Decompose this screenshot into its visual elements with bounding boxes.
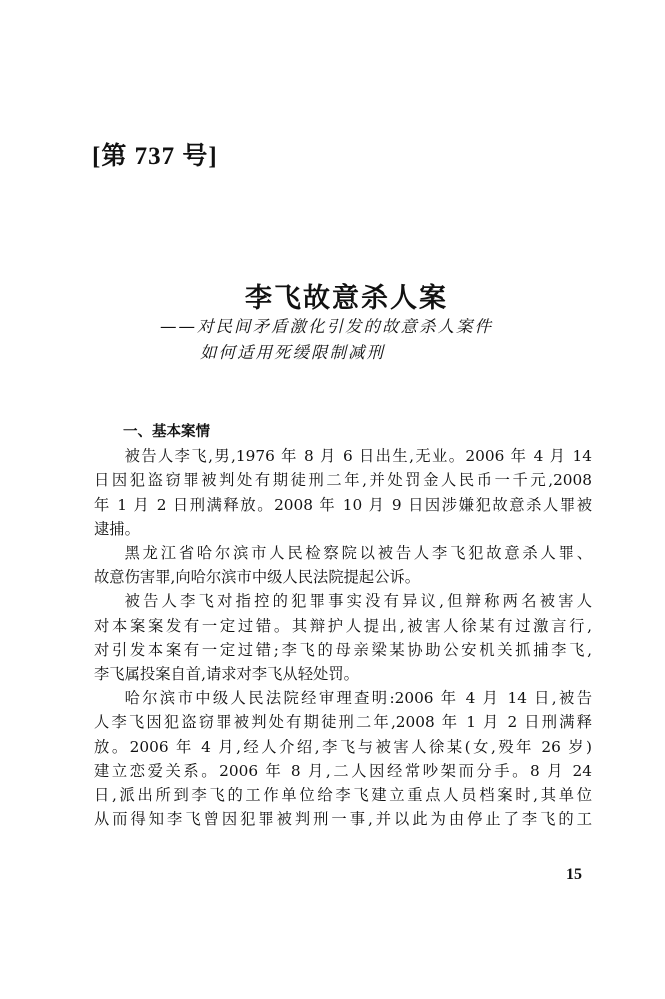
- body-line: 对引发本案有一定过错;李飞的母亲梁某协助公安机关抓捕李飞,: [94, 640, 592, 659]
- subtitle-line-2: 如何适用死缓限制减刑: [200, 343, 385, 362]
- body-line: 李飞属投案自首,请求对李飞从轻处罚。: [94, 665, 359, 684]
- page-number: 15: [566, 866, 582, 883]
- body-line: 年 1 月 2 日刑满释放。2008 年 10 月 9 日因涉嫌犯故意杀人罪被: [94, 495, 592, 514]
- body-line: 逮捕。: [94, 519, 140, 538]
- case-title: 李飞故意杀人案: [245, 283, 448, 314]
- body-line: 建立恋爱关系。2006 年 8 月,二人因经常吵架而分手。8 月 24: [94, 761, 592, 780]
- case-number: [第 737 号]: [92, 143, 218, 170]
- body-lines: [94, 444, 592, 831]
- body-line: 对本案案发有一定过错。其辩护人提出,被害人徐某有过激言行,: [94, 616, 592, 635]
- body-line: 日因犯盗窃罪被判处有期徒刑二年,并处罚金人民币一千元,2008: [94, 471, 592, 490]
- body-line: 日,派出所到李飞的工作单位给李飞建立重点人员档案时,其单位: [94, 786, 592, 805]
- body-line: 故意伤害罪,向哈尔滨市中级人民法院提起公诉。: [94, 568, 421, 587]
- subtitle-line-1: ——对民间矛盾激化引发的故意杀人案件: [160, 317, 493, 336]
- body-text: [94, 420, 592, 831]
- body-line: 放。2006 年 4 月,经人介绍,李飞与被害人徐某(女,殁年 26 岁): [94, 737, 592, 756]
- section-heading: 一、基本案情: [123, 424, 210, 440]
- body-line: 人李飞因犯盗窃罪被判处有期徒刑二年,2008 年 1 月 2 日刑满释: [94, 713, 592, 732]
- body-line: 黑龙江省哈尔滨市人民检察院以被告人李飞犯故意杀人罪、: [124, 544, 592, 563]
- body-line: 从而得知李飞曾因犯罪被判刑一事,并以此为由停止了李飞的工: [94, 810, 592, 829]
- body-line: 被告人李飞对指控的犯罪事实没有异议,但辩称两名被害人: [124, 592, 592, 611]
- body-line: 被告人李飞,男,1976 年 8 月 6 日出生,无业。2006 年 4 月 14: [124, 447, 592, 466]
- body-line: 哈尔滨市中级人民法院经审理查明:2006 年 4 月 14 日,被告: [124, 689, 592, 708]
